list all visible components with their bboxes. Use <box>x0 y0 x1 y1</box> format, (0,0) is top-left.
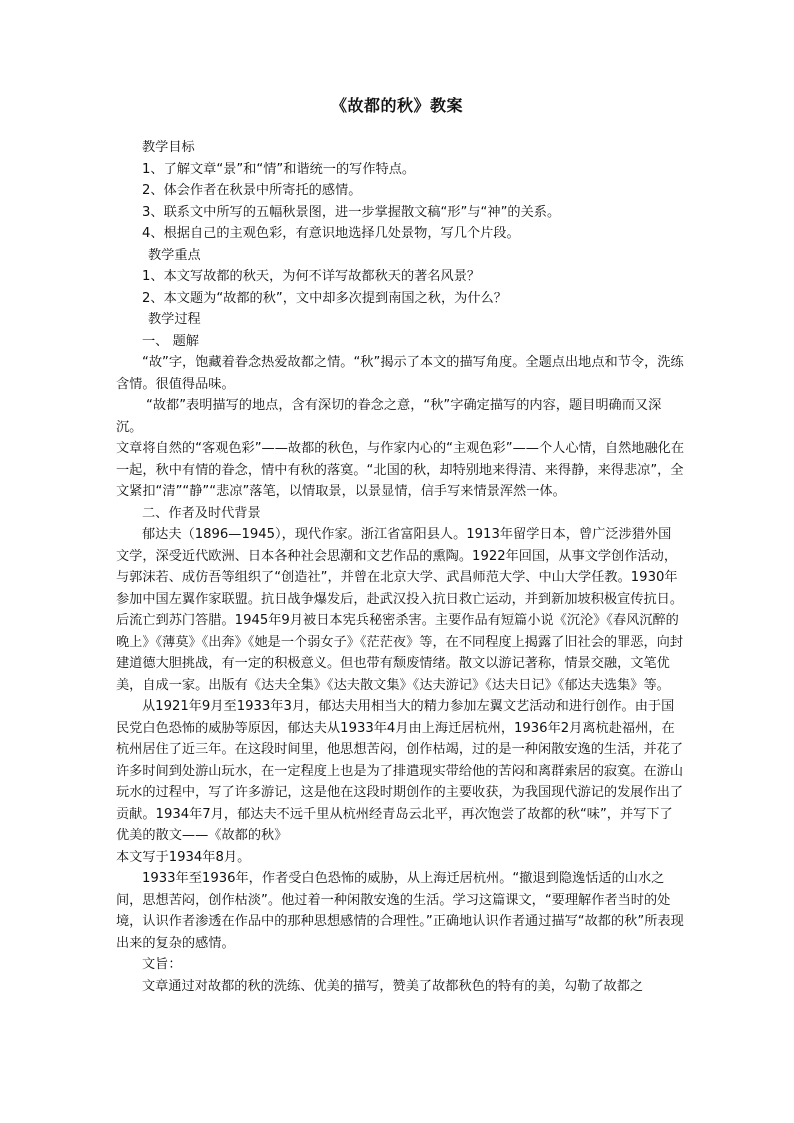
objective-item: 1、了解文章“景”和“情”和谐统一的写作特点。 <box>142 161 416 177</box>
paragraph: 文章将自然的“客观色彩”——故都的秋色，与作家内心的“主观色彩”——个人心情，自然地融化在一起，秋中有情的眷念，情中有秋的落寞。“北国的秋，却特别地来得清、来得静，来得悲凉”，全文紧扣“清”“静”“悲凉”落笔，以情取景，以景显情，信手写来情景浑然一体。 <box>116 441 685 499</box>
paragraph: 从1921年9月至1933年3月，郁达夫用相当大的精力参加左翼文艺活动和进行创作。由于国民党白色恐怖的威胁等原因，郁达夫从1933年4月由上海迁居杭州，1936年2月离杭赴福州，在杭州居住了近三年。在这段时间里，他思想苦闷，创作枯竭，过的是一种闲散安逸的生活，并花了许多时间到处游山玩水，在一定程度上也是为了排遣现实带给他的苦闷和离群索居的寂寞。在游山玩水的过程中，写了许多游记，这是他在这段时期创作的主要收获，为我国现代游记的发展作出了贡献。1934年7月，郁达夫不远千里从杭州经青岛云北平，再次饱尝了故都的秋“味”，并写下了优美的散文——《故都的秋》 <box>116 699 684 843</box>
paragraph-label: 文旨： <box>142 957 182 972</box>
key-point-item: 1、本文写故都的秋天，为何不详写故都秋天的著名风景？ <box>142 269 481 284</box>
key-points-heading: 教学重点 <box>148 247 201 263</box>
objective-item: 3、联系文中所写的五幅秋景图，进一步掌握散文稿“形”与“神”的关系。 <box>142 204 561 220</box>
paragraph: 文章通过对故都的秋的洗练、优美的描写，赞美了故都秋色的特有的美，勾勒了故都之 <box>142 978 644 994</box>
objective-item: 4、根据自己的主观色彩，有意识地选择几处景物，写几个片段。 <box>142 226 520 241</box>
paragraph: 1933年至1936年，作者受白色恐怖的威胁，从上海迁居杭州。“撤退到隐逸恬适的山水之间，思想苦闷，创作枯淡”。他过着一种闲散安逸的生活。学习这篇课文，“要理解作者当时的处境，认识作者渗透在作品中的那种思想感情的合理性。”正确地认识作者通过描写“故都的秋”所表现出来的复杂的感情。 <box>116 871 684 951</box>
document-title: 《故都的秋》教案 <box>330 96 463 115</box>
key-point-item: 2、本文题为“故都的秋”，文中却多次提到南国之秋，为什么？ <box>142 290 507 306</box>
objectives-heading: 教学目标 <box>142 140 195 155</box>
document-body <box>116 137 684 997</box>
paragraph: 本文写于1934年8月。 <box>116 849 251 865</box>
paragraph: 郁达夫（1896—1945），现代作家。浙江省富阳县人。1913年留学日本，曾广泛涉猎外国文学，深受近代欧洲、日本各种社会思潮和文艺作品的熏陶。1922年回国，从事文学创作活动，与郭沫若、成仿吾等组织了“创造社”，并曾在北京大学、武昌师范大学、中山大学任教。1930年参加中国左翼作家联盟。抗日战争爆发后，赴武汉投入抗日救亡运动，并到新加坡积极宣传抗日。后流亡到苏门答腊。1945年9月被日本宪兵秘密杀害。主要作品有短篇小说《沉沦》《春风沉醉的晚上》《薄莫》《出奔》《她是一个弱女子》《茫茫夜》等，在不同程度上揭露了旧社会的罪恶，向封建道德大胆挑战，有一定的积极意义。但也带有颓废情绪。散文以游记著称，情景交融，文笔优美，自成一家。出版有《达夫全集》《达夫散文集》《达夫游记》《达夫日记》《郁达夫选集》等。 <box>116 527 684 693</box>
process-heading: 教学过程 <box>148 312 201 327</box>
paragraph: “故都”表明描写的地点，含有深切的眷念之意，“秋”字确定描写的内容，题目明确而又深沉。 <box>116 398 662 435</box>
section-heading: 二、作者及时代背景 <box>142 505 261 521</box>
paragraph: “故”字，饱藏着眷念热爱故都之情。“秋”揭示了本文的描写角度。全题点出地点和节令，洗练含情。很值得品味。 <box>116 355 684 392</box>
objective-item: 2、体会作者在秋景中所寄托的感情。 <box>142 183 362 198</box>
section-heading: 一、 题解 <box>142 333 199 349</box>
